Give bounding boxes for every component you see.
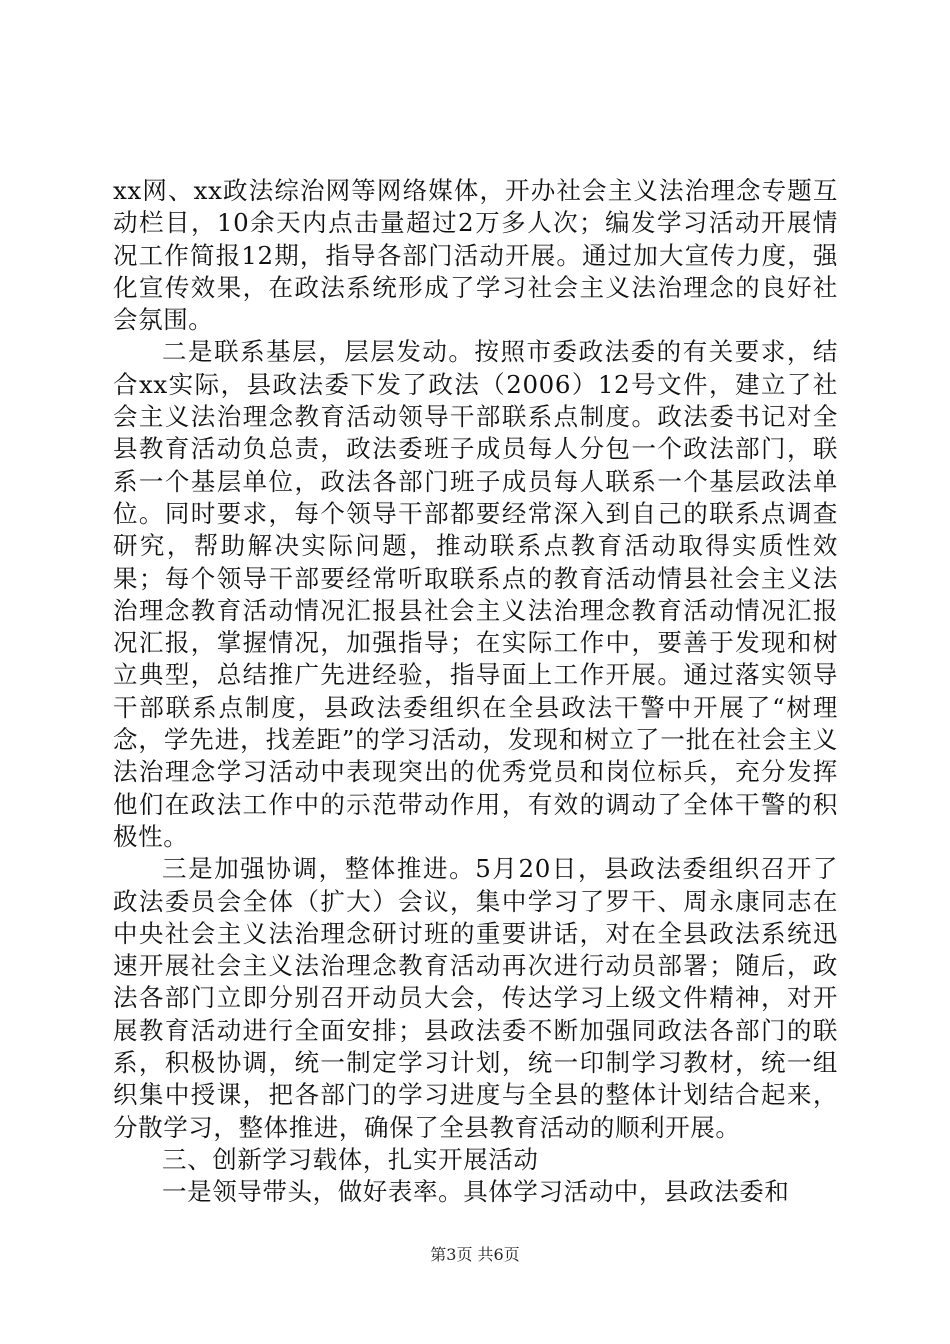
paragraph: xx网、xx政法综治网等网络媒体，开办社会主义法治理念专题互动栏目，10余天内点击量超过2万多人次；编发学习活动开展情况工作简报12期，指导各部门活动开展。通过加大宣传力度，强化宣传效果，在政法系统形成了学习社会主义法治理念的良好社会氛围。	[113, 176, 838, 335]
paragraph: 一是领导带头，做好表率。具体学习活动中，县政法委和	[162, 1177, 790, 1207]
section-heading: 三、创新学习载体，扎实开展活动	[162, 1144, 539, 1174]
document-body	[113, 175, 838, 1209]
paragraph: 二是联系基层，层层发动。按照市委政法委的有关要求，结合xx实际，县政法委下发了政法（2006）12号文件，建立了社会主义法治理念教育活动领导干部联系点制度。政法委书记对全县教育活动负总责，政法委班子成员每人分包一个政法部门，联系一个基层单位，政法各部门班子成员每人联系一个基层政法单位。同时要求，每个领导干部都要经常深入到自己的联系点调查研究，帮助解决实际问题，推动联系点教育活动取得实质性效果；每个领导干部要经常听取联系点的教育活动情县社会主义法治理念教育活动情况汇报县社会主义法治理念教育活动情况汇报况汇报，掌握情况，加强指导；在实际工作中，要善于发现和树立典型，总结推广先进经验，指导面上工作开展。通过落实领导干部联系点制度，县政法委组织在全县政法干警中开展了“树理念，学先进，找差距”的学习活动，发现和树立了一批在社会主义法治理念学习活动中表现突出的优秀党员和岗位标兵，充分发挥他们在政法工作中的示范带动作用，有效的调动了全体干警的积极性。	[113, 337, 838, 851]
page-number: 第3页 共6页	[430, 1245, 520, 1264]
paragraph: 三是加强协调，整体推进。5月20日，县政法委组织召开了政法委员会全体（扩大）会议，集中学习了罗干、周永康同志在中央社会主义法治理念研讨班的重要讲话，对在全县政法系统迅速开展社会主义法治理念教育活动再次进行动员部署；随后，政法各部门立即分别召开动员大会，传达学习上级文件精神，对开展教育活动进行全面安排；县政法委不断加强同政法各部门的联系，积极协调，统一制定学习计划，统一印制学习教材，统一组织集中授课，把各部门的学习进度与全县的整体计划结合起来，分散学习，整体推进，确保了全县教育活动的顺利开展。	[113, 854, 838, 1142]
